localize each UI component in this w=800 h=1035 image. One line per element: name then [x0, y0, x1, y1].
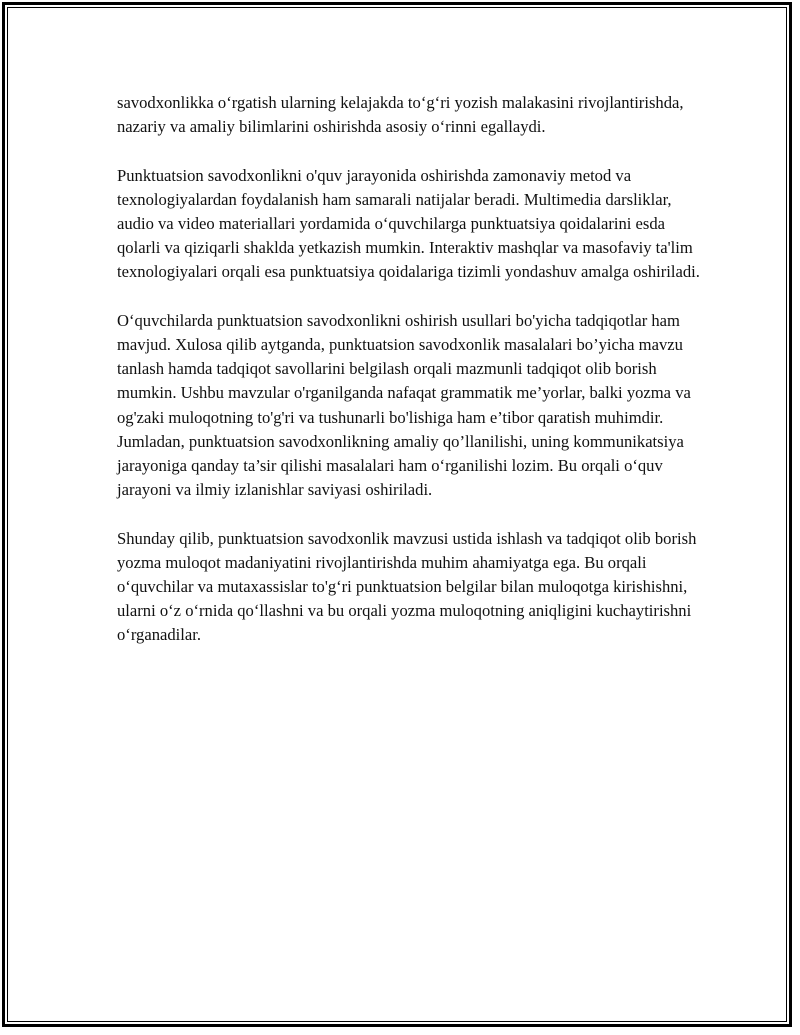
paragraph-2: Punktuatsion savodxonlikni o'quv jarayonida oshirishda zamonaviy metod va texnologiyalardan foydalanish ham samarali natijalar beradi. Multimedia darsliklar, audio va video materiallari yordamida o‘quvchilarga punktuatsiya qoidalarini esda qolarli va qiziqarli shaklda yetkazish mumkin. Interaktiv mashqlar va masofaviy ta'lim texnologiyalari orqali esa punktuatsiya qoidalariga tizimli yondashuv amalga oshiriladi. [117, 165, 700, 282]
document-body [117, 91, 702, 672]
paragraph-4: Shunday qilib, punktuatsion savodxonlik mavzusi ustida ishlash va tadqiqot olib borish yozma muloqot madaniyatini rivojlantirishda muhim ahamiyatga ega. Bu orqali o‘quvchilar va mutaxassislar to'g‘ri punktuatsion belgilar bilan muloqotga kirishishni, ularni o‘z o‘rnida qo‘llashni va bu orqali yozma muloqotning aniqligini kuchaytirishni o‘rganadilar. [117, 528, 697, 645]
paragraph-3: O‘quvchilarda punktuatsion savodxonlikni oshirish usullari bo'yicha tadqiqotlar ham mavjud. Xulosa qilib aytganda, punktuatsion savodxonlik masalalari bo’yicha mavzu tanlash hamda tadqiqot savollarini belgilash orqali mazmunli tadqiqot olib borish mumkin. Ushbu mavzular o'rganilganda nafaqat grammatik me’yorlar, balki yozma va og'zaki muloqotning to'g'ri va tushunarli bo'lishiga ham e’tibor qaratish muhimdir. Jumladan, punktuatsion savodxonlikning amaliy qo’llanilishi, uning kommunikatsiya jarayoniga qanday ta’sir qilishi masalalari ham o‘rganilishi lozim. Bu orqali o‘quv jarayoni va ilmiy izlanishlar saviyasi oshiriladi. [117, 310, 691, 500]
paragraph-1: savodxonlikka o‘rgatish ularning kelajakda to‘g‘ri yozish malakasini rivojlantirishda, nazariy va amaliy bilimlarini oshirishda asosiy o‘rinni egallaydi. [117, 93, 684, 137]
